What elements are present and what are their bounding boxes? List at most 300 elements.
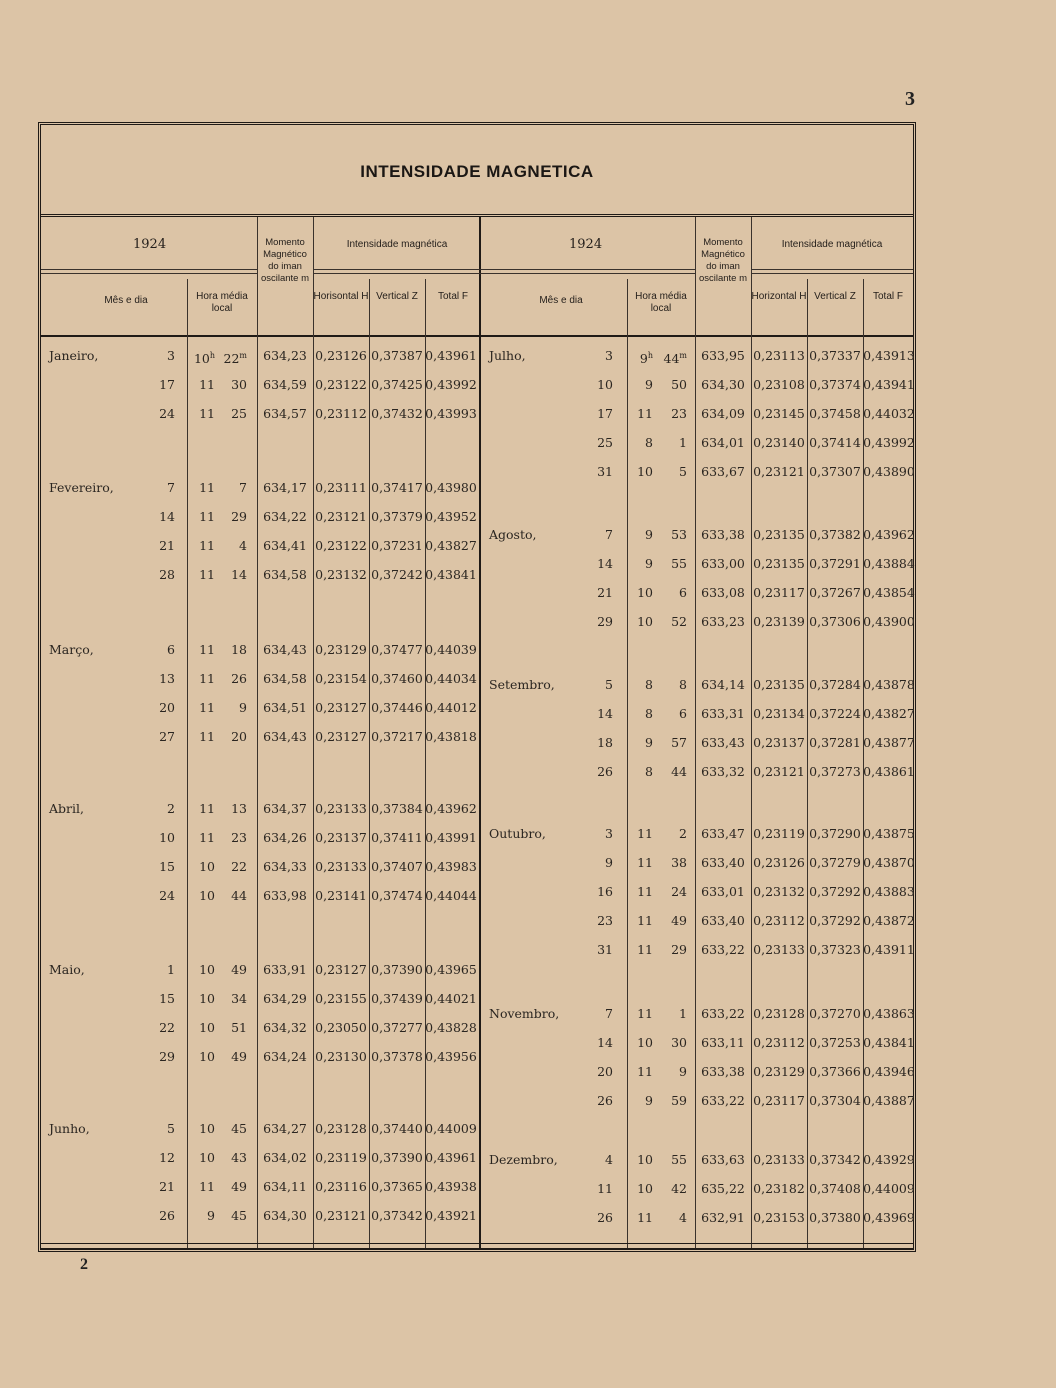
cell-day: 13 [159,671,175,686]
cell-day: 12 [159,1150,175,1165]
horizontal-header: Horisontal H [313,291,369,302]
month-day-header: Mês e dia [104,295,148,306]
cell-h: 0,23133 [753,942,805,957]
table-row [481,1030,913,1056]
cell-min: 50 [671,377,687,392]
cell-m: 633,22 [701,1006,745,1021]
cell-m: 633,01 [701,884,745,899]
cell-h: 0,23121 [753,764,805,779]
vertical-header: Vertical Z [376,291,418,302]
cell-f: 0,43884 [863,556,915,571]
cell-m: 634,32 [263,1020,307,1035]
cell-z: 0,37253 [809,1035,861,1050]
cell-z: 0,37270 [809,1006,861,1021]
cell-z: 0,37224 [809,706,861,721]
cell-min: 49 [231,1179,247,1194]
cell-f: 0,43969 [863,1210,915,1225]
intensity-header: Intensidade magnética [781,239,883,250]
cell-z: 0,37411 [371,830,423,845]
cell-h: 9$^h$ [639,351,653,367]
hour-unit: h [647,351,653,360]
cell-day: 20 [597,1064,613,1079]
cell-min: 51 [231,1020,247,1035]
table-frame [38,122,916,1252]
cell-h: 0,23119 [753,826,805,841]
cell-m: 634,02 [263,1150,307,1165]
cell-min: 44 [671,764,687,779]
cell-h: 0,23145 [753,406,805,421]
table-row [41,1145,479,1171]
cell-min: 23 [231,830,247,845]
cell-h: 11 [199,1179,215,1194]
table-row [41,1174,479,1200]
cell-f: 0,44012 [425,700,477,715]
cell-m: 633,43 [701,735,745,750]
cell-month: Fevereiro, [49,480,114,495]
cell-m: 634,59 [263,377,307,392]
cell-z: 0,37323 [809,942,861,957]
table-row [481,821,913,847]
cell-z: 0,37267 [809,585,861,600]
table-row [481,1001,913,1027]
table-row [481,759,913,785]
cell-min: 43 [231,1150,247,1165]
cell-min: 5 [679,464,687,479]
total-header: Total F [872,291,903,302]
cell-min: 42 [671,1181,687,1196]
month-day-header: Mês e dia [539,295,583,306]
cell-day: 14 [597,556,613,571]
table-row [481,609,913,635]
cell-h: 0,23129 [753,1064,805,1079]
cell-z: 0,37342 [809,1152,861,1167]
cell-h: 0,23112 [753,1035,805,1050]
cell-f: 0,43828 [425,1020,477,1035]
cell-m: 633,98 [263,888,307,903]
cell-day: 2 [167,801,175,816]
cell-f: 0,43952 [425,509,477,524]
cell-day: 10 [597,377,613,392]
table-row [481,522,913,548]
cell-f: 0,43861 [863,764,915,779]
hour-unit: h [209,351,215,360]
cell-m: 633,22 [701,1093,745,1108]
cell-z: 0,37281 [809,735,861,750]
cell-m: 634,29 [263,991,307,1006]
cell-min: 22 [231,859,247,874]
cell-h: 11 [199,538,215,553]
cell-m: 634,17 [263,480,307,495]
cell-m: 633,23 [701,614,745,629]
cell-f: 0,43887 [863,1093,915,1108]
cell-month: Maio, [49,962,85,977]
cell-f: 0,43883 [863,884,915,899]
cell-day: 5 [167,1121,175,1136]
cell-h: 0,23127 [315,700,367,715]
cell-h: 0,23132 [315,567,367,582]
cell-m: 633,22 [701,942,745,957]
cell-m: 634,41 [263,538,307,553]
cell-min: 53 [671,527,687,542]
cell-day: 3 [605,348,613,363]
cell-h: 0,23050 [315,1020,367,1035]
cell-h: 11 [637,855,653,870]
cell-m: 632,91 [701,1210,745,1225]
cell-month: Março, [49,642,94,657]
cell-h: 0,23137 [753,735,805,750]
cell-min: 49 [671,913,687,928]
moment-header: Momento Magnético do iman oscilante m [260,237,310,284]
table-row [41,533,479,559]
cell-h: 11 [637,913,653,928]
cell-m: 633,40 [701,913,745,928]
cell-z: 0,37378 [371,1049,423,1064]
cell-z: 0,37292 [809,884,861,899]
cell-z: 0,37337 [809,348,861,363]
cell-z: 0,37242 [371,567,423,582]
table-row [481,430,913,456]
cell-h: 11 [199,406,215,421]
cell-min: 29 [671,942,687,957]
cell-min: 1 [679,1006,687,1021]
cell-z: 0,37217 [371,729,423,744]
right-table [481,217,913,1249]
cell-f: 0,43913 [863,348,915,363]
table-row [41,637,479,663]
cell-z: 0,37414 [809,435,861,450]
cell-f: 0,43875 [863,826,915,841]
cell-h: 11 [199,642,215,657]
cell-day: 22 [159,1020,175,1035]
cell-h: 0,23108 [753,377,805,392]
cell-f: 0,44034 [425,671,477,686]
cell-h: 11 [199,830,215,845]
cell-z: 0,37306 [809,614,861,629]
cell-z: 0,37425 [371,377,423,392]
cell-day: 26 [597,1093,613,1108]
cell-m: 634,51 [263,700,307,715]
cell-h: 10 [199,1049,215,1064]
left-table [41,217,481,1249]
cell-m: 633,91 [263,962,307,977]
cell-h: 11 [199,377,215,392]
cell-h: 0,23139 [753,614,805,629]
cell-f: 0,43962 [425,801,477,816]
cell-f: 0,44032 [863,406,915,421]
cell-f: 0,43938 [425,1179,477,1194]
table-row [481,580,913,606]
cell-z: 0,37231 [371,538,423,553]
cell-h: 0,23112 [315,406,367,421]
table-row [41,1015,479,1041]
cell-h: 0,23128 [315,1121,367,1136]
cell-min: 59 [671,1093,687,1108]
cell-m: 635,22 [701,1181,745,1196]
cell-month: Novembro, [489,1006,560,1021]
cell-f: 0,43962 [863,527,915,542]
cell-day: 25 [597,435,613,450]
year-label: 1924 [133,237,167,252]
cell-f: 0,43841 [863,1035,915,1050]
cell-f: 0,43818 [425,729,477,744]
cell-z: 0,37380 [809,1210,861,1225]
cell-h: 0,23134 [753,706,805,721]
cell-f: 0,43929 [863,1152,915,1167]
cell-day: 18 [597,735,613,750]
cell-day: 7 [167,480,175,495]
intensity-header: Intensidade magnética [346,239,448,250]
table-row [481,551,913,577]
cell-day: 31 [597,464,613,479]
cell-min: 44$^m$ [663,351,687,367]
cell-h: 11 [199,801,215,816]
table-row [41,372,479,398]
cell-z: 0,37374 [809,377,861,392]
table-row [41,695,479,721]
cell-h: 9 [645,377,653,392]
cell-z: 0,37342 [371,1208,423,1223]
cell-f: 0,43841 [425,567,477,582]
cell-h: 11 [199,480,215,495]
table-row [41,504,479,530]
cell-f: 0,44009 [425,1121,477,1136]
cell-min: 14 [231,567,247,582]
cell-min: 13 [231,801,247,816]
cell-min: 30 [671,1035,687,1050]
cell-min: 57 [671,735,687,750]
cell-f: 0,43993 [425,406,477,421]
cell-m: 634,14 [701,677,745,692]
cell-h: 0,23128 [753,1006,805,1021]
cell-z: 0,37390 [371,1150,423,1165]
cell-f: 0,43854 [863,585,915,600]
cell-day: 14 [597,1035,613,1050]
cell-h: 8 [645,677,653,692]
cell-h: 10 [199,859,215,874]
cell-z: 0,37384 [371,801,423,816]
cell-f: 0,43863 [863,1006,915,1021]
table-row [481,879,913,905]
table-row [481,1176,913,1202]
cell-h: 0,23133 [315,859,367,874]
cell-m: 633,47 [701,826,745,841]
cell-m: 633,00 [701,556,745,571]
cell-min: 1 [679,435,687,450]
cell-z: 0,37379 [371,509,423,524]
cell-h: 10 [199,1121,215,1136]
table-row [481,908,913,934]
cell-h: 0,23182 [753,1181,805,1196]
cell-z: 0,37291 [809,556,861,571]
minute-unit: m [239,351,247,360]
table-row [481,1088,913,1114]
table-row [41,1203,479,1229]
cell-f: 0,43956 [425,1049,477,1064]
cell-f: 0,43921 [425,1208,477,1223]
cell-z: 0,37365 [371,1179,423,1194]
cell-month: Setembro, [489,677,555,692]
cell-day: 20 [159,700,175,715]
table-row [41,475,479,501]
cell-h: 11 [637,942,653,957]
cell-f: 0,43992 [425,377,477,392]
table-row [481,672,913,698]
cell-h: 0,23130 [315,1049,367,1064]
cell-f: 0,43827 [425,538,477,553]
cell-min: 4 [679,1210,687,1225]
cell-day: 27 [159,729,175,744]
cell-z: 0,37366 [809,1064,861,1079]
cell-day: 15 [159,859,175,874]
cell-day: 28 [159,567,175,582]
cell-min: 29 [231,509,247,524]
cell-h: 10 [637,585,653,600]
page-number: 3 [905,88,915,110]
table-row [481,1205,913,1231]
table-row [41,957,479,983]
cell-z: 0,37440 [371,1121,423,1136]
cell-day: 29 [597,614,613,629]
cell-m: 634,24 [263,1049,307,1064]
cell-day: 4 [605,1152,613,1167]
cell-m: 634,27 [263,1121,307,1136]
cell-m: 634,33 [263,859,307,874]
cell-day: 6 [167,642,175,657]
table-row [481,401,913,427]
cell-z: 0,37460 [371,671,423,686]
cell-m: 634,43 [263,729,307,744]
cell-m: 634,30 [263,1208,307,1223]
cell-m: 634,30 [701,377,745,392]
total-header: Total F [437,291,468,302]
cell-min: 8 [679,677,687,692]
cell-h: 0,23129 [315,642,367,657]
cell-f: 0,44021 [425,991,477,1006]
cell-m: 633,31 [701,706,745,721]
year-label: 1924 [569,237,603,252]
cell-h: 0,23112 [753,913,805,928]
cell-month: Janeiro, [49,348,99,363]
cell-day: 26 [597,1210,613,1225]
cell-m: 634,01 [701,435,745,450]
cell-h: 8 [645,435,653,450]
cell-min: 30 [231,377,247,392]
table-row [481,937,913,963]
cell-h: 0,23153 [753,1210,805,1225]
cell-f: 0,44039 [425,642,477,657]
cell-min: 23 [671,406,687,421]
cell-day: 21 [597,585,613,600]
cell-h: 11 [637,826,653,841]
cell-m: 633,40 [701,855,745,870]
table-row [41,986,479,1012]
cell-m: 633,67 [701,464,745,479]
cell-h: 0,23140 [753,435,805,450]
table-row [41,562,479,588]
cell-h: 9 [207,1208,215,1223]
cell-month: Abril, [49,801,84,816]
cell-h: 11 [199,729,215,744]
cell-min: 9 [679,1064,687,1079]
cell-min: 2 [679,826,687,841]
cell-min: 20 [231,729,247,744]
horizontal-header: Horizontal H [751,291,807,302]
cell-h: 0,23121 [315,509,367,524]
cell-f: 0,43890 [863,464,915,479]
cell-min: 45 [231,1121,247,1136]
cell-h: 10 [199,991,215,1006]
cell-day: 31 [597,942,613,957]
footer-page-number: 2 [80,1256,88,1273]
cell-min: 7 [239,480,247,495]
table-row [41,825,479,851]
cell-h: 0,23133 [315,801,367,816]
table-row [481,850,913,876]
cell-h: 8 [645,706,653,721]
cell-m: 634,58 [263,567,307,582]
cell-f: 0,43941 [863,377,915,392]
cell-z: 0,37417 [371,480,423,495]
table-row [41,666,479,692]
cell-h: 11 [199,567,215,582]
table-row [481,1147,913,1173]
cell-min: 49 [231,1049,247,1064]
cell-f: 0,43870 [863,855,915,870]
cell-day: 10 [159,830,175,845]
cell-h: 9 [645,556,653,571]
table-row [481,730,913,756]
cell-h: 0,23121 [753,464,805,479]
cell-z: 0,37390 [371,962,423,977]
table-row [481,701,913,727]
cell-h: 0,23155 [315,991,367,1006]
cell-h: 10 [637,614,653,629]
cell-m: 634,22 [263,509,307,524]
cell-month: Junho, [49,1121,90,1136]
cell-f: 0,43900 [863,614,915,629]
cell-f: 0,43878 [863,677,915,692]
cell-h: 0,23116 [315,1179,367,1194]
cell-f: 0,43827 [863,706,915,721]
bottom-rule [41,1243,913,1249]
cell-h: 8 [645,764,653,779]
cell-f: 0,43946 [863,1064,915,1079]
cell-min: 4 [239,538,247,553]
cell-day: 9 [605,855,613,870]
cell-f: 0,43872 [863,913,915,928]
cell-min: 6 [679,585,687,600]
cell-h: 0,23126 [315,348,367,363]
cell-z: 0,37284 [809,677,861,692]
table-row [41,401,479,427]
cell-h: 11 [637,1210,653,1225]
cell-h: 10 [637,1035,653,1050]
cell-h: 0,23113 [753,348,805,363]
cell-h: 10 [199,1020,215,1035]
cell-day: 7 [605,527,613,542]
cell-h: 0,23122 [315,377,367,392]
cell-h: 10 [199,888,215,903]
cell-day: 1 [167,962,175,977]
cell-day: 16 [597,884,613,899]
cell-m: 634,58 [263,671,307,686]
cell-day: 14 [159,509,175,524]
cell-min: 18 [231,642,247,657]
cell-h: 11 [199,700,215,715]
cell-month: Dezembro, [489,1152,558,1167]
cell-day: 26 [597,764,613,779]
cell-h: 0,23127 [315,729,367,744]
